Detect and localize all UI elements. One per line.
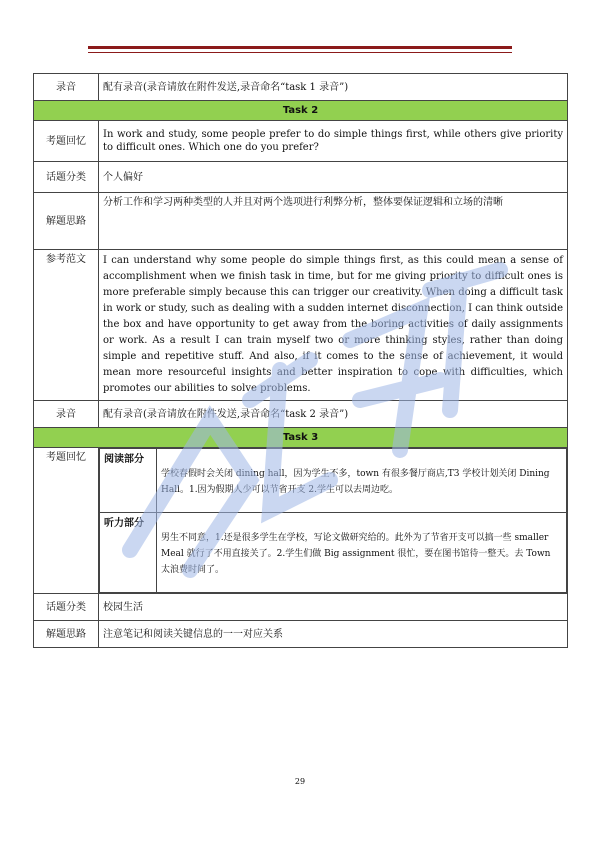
recall-cell	[99, 448, 568, 594]
row-label: 录音	[34, 401, 99, 428]
row-label: 话题分类	[34, 594, 99, 621]
header-rule-thick	[88, 46, 512, 49]
task-header: Task 2	[34, 101, 568, 121]
approach-text: 注意笔记和阅读关键信息的一一对应关系	[99, 621, 568, 648]
table-row	[34, 193, 568, 250]
task-header: Task 3	[34, 428, 568, 448]
table-row	[34, 74, 568, 101]
row-label: 录音	[34, 74, 99, 101]
table-row	[34, 121, 568, 162]
sub-label: 阅读部分	[100, 449, 157, 513]
table-row	[100, 513, 567, 593]
question-text: In work and study, some people prefer to do simple things first, while others give priority to difficult ones. Which one do you prefer?	[99, 121, 568, 162]
table-row	[34, 594, 568, 621]
row-label: 解题思路	[34, 621, 99, 648]
listening-text: 男生不同意，1.还是很多学生在学校，写论文做研究给的。此外为了节省开支可以搞一些 smaller Meal 就行了不用直接关了。2.学生们做 Big assignment 很忙，要在图书馆待一整天。去 Town 太浪费时间了。	[157, 513, 567, 593]
row-label: 解题思路	[34, 193, 99, 250]
sub-label: 听力部分	[100, 513, 157, 593]
page-number: 29	[294, 777, 306, 786]
table-row	[34, 162, 568, 193]
row-label: 考题回忆	[34, 121, 99, 162]
recall-subtable	[99, 448, 567, 593]
recording-note: 配有录音(录音请放在附件发送,录音命名“task 2 录音”)	[99, 401, 568, 428]
reading-text: 学校春假时会关闭 dining hall，因为学生不多，town 有很多餐厅商店,T3 学校计划关闭 Dining Hall。1.因为假期人少可以节省开支 2.学生可以去周边吃。	[157, 449, 567, 513]
table-row	[34, 621, 568, 648]
table-row	[34, 101, 568, 121]
table-row	[100, 449, 567, 513]
category-text: 校园生活	[99, 594, 568, 621]
table-row	[34, 428, 568, 448]
table-row	[34, 250, 568, 401]
header-rule-thin	[88, 52, 512, 53]
row-label: 考题回忆	[34, 448, 99, 594]
recording-note: 配有录音(录音请放在附件发送,录音命名“task 1 录音”)	[99, 74, 568, 101]
category-text: 个人偏好	[99, 162, 568, 193]
approach-text: 分析工作和学习两种类型的人并且对两个选项进行利弊分析，整体要保证逻辑和立场的清晰	[99, 193, 568, 250]
row-label: 参考范文	[34, 250, 99, 401]
sample-answer: I can understand why some people do simple things first, as this could mean a sense of accomplishment when we finish task in time, but for me giving priority to difficult ones is more preferable simply because this can trigger our creativity. When doing a difficult task in work or study, such as dealing with a sudden internet disconnection, I can think outside the box and have opportunity to get away from the boring activities of daily assignments or work. As a result I can train myself two or more thinking styles, rather than doing simple and repetitive stuff. And also, if it comes to the sense of achievement, it would mean more resourceful insights and better inspiration to cope with difficulties, which promotes our abilities to solve problems.	[99, 250, 568, 401]
table-row	[34, 401, 568, 428]
task-table	[33, 73, 568, 648]
table-row	[34, 448, 568, 594]
row-label: 话题分类	[34, 162, 99, 193]
